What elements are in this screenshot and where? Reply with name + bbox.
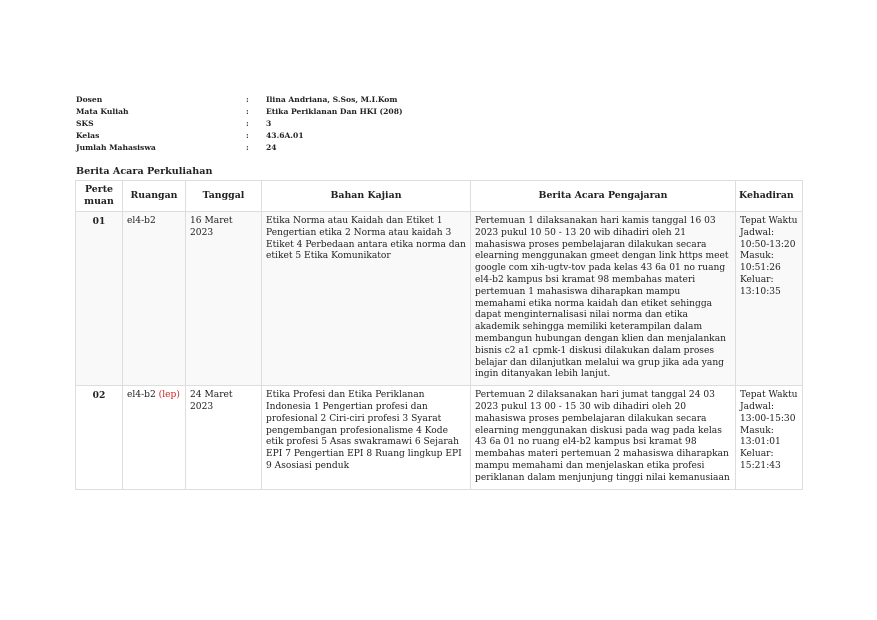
table-row	[76, 386, 803, 489]
section-title: Berita Acara Perkuliahan	[76, 166, 213, 177]
pertemuan-number: 02	[76, 386, 123, 489]
keluar-label: Keluar:	[740, 449, 774, 460]
header-ruangan: Ruangan	[123, 181, 186, 212]
info-row-jumlah-mahasiswa	[76, 142, 403, 154]
berita-acara-cell	[471, 386, 736, 489]
info-label: Kelas	[76, 131, 100, 140]
info-label: Mata Kuliah	[76, 107, 129, 116]
bahan-kajian-cell	[262, 386, 471, 489]
info-value: 43.6A.01	[266, 131, 304, 140]
masuk-label: Masuk:	[740, 425, 774, 436]
kehadiran-status: Tepat Waktu	[740, 390, 798, 401]
pertemuan-number: 01	[76, 212, 123, 386]
kehadiran-cell	[736, 386, 803, 489]
header-pertemuan: Perte muan	[76, 181, 123, 212]
info-label: Dosen	[76, 95, 103, 104]
kehadiran-cell	[736, 212, 803, 386]
table-header-row	[76, 181, 803, 212]
masuk-value: 10:51:26	[740, 263, 781, 274]
keluar-label: Keluar:	[740, 274, 774, 285]
info-separator: :	[246, 131, 249, 140]
jadwal-label: Jadwal:	[740, 227, 775, 238]
jadwal-value: 13:00-15:30	[740, 413, 796, 424]
header-berita-acara: Berita Acara Pengajaran	[471, 181, 736, 212]
keluar-value: 13:10:35	[740, 286, 781, 297]
table-row	[76, 212, 803, 386]
info-row-dosen	[76, 94, 403, 106]
bahan-kajian-cell: Etika Norma atau Kaidah dan Etiket 1 Pengertian etika 2 Norma atau kaidah 3 Etiket 4 Perbedaan antara etika norma dan etiket 5 Etika Komunikator	[262, 212, 471, 386]
lecture-report-table	[75, 180, 803, 490]
info-row-kelas	[76, 130, 403, 142]
info-separator: :	[246, 119, 249, 128]
info-row-mata-kuliah	[76, 106, 403, 118]
tanggal-cell: 24 Maret 2023	[186, 386, 262, 489]
info-value: Etika Periklanan Dan HKI (208)	[266, 107, 403, 116]
info-separator: :	[246, 143, 249, 152]
header-bahan-kajian: Bahan Kajian	[262, 181, 471, 212]
tanggal-cell: 16 Maret 2023	[186, 212, 262, 386]
info-value: Ilina Andriana, S.Sos, M.I.Kom	[266, 95, 398, 104]
jadwal-label: Jadwal:	[740, 401, 775, 412]
ruangan-note: (lep)	[158, 390, 180, 401]
course-info-table	[76, 94, 403, 154]
berita-acara-cell: Pertemuan 1 dilaksanakan hari kamis tanggal 16 03 2023 pukul 10 50 - 13 20 wib dihadiri oleh 21 mahasiswa proses pembelajaran dilakukan secara elearning menggunakan gmeet dengan link https meet google com xih-ugtv-tov pada kelas 43 6a 01 no ruang el4-b2 kampus bsi kramat 98 membahas materi pertemuan 1 mahasiswa diharapkan mampu memahami etika norma kaidah dan etiket sehingga dapat menginternalisasi nilai norma dan etika akademik sehingga memiliki keterampilan dalam membangun hubungan dengan klien dan menjalankan bisnis c2 a1 cpmk-1 diskusi dilakukan dalam proses belajar dan dilanjutkan melalui wa grup jika ada yang ingin ditanyakan lebih lanjut.	[471, 212, 736, 386]
ruangan-code: el4-b2	[127, 216, 156, 226]
info-value: 24	[266, 143, 277, 152]
info-value: 3	[266, 119, 272, 128]
info-separator: :	[246, 95, 249, 104]
info-separator: :	[246, 107, 249, 116]
ruangan-cell	[123, 386, 186, 489]
info-row-sks	[76, 118, 403, 130]
kehadiran-status: Tepat Waktu	[740, 216, 798, 226]
bahan-kajian-text: Etika Profesi dan Etika Periklanan Indonesia 1 Pengertian profesi dan profesional 2 Ciri-ciri profesi 3 Syarat pengembangan profesionalisme 4 Kode etik profesi 5 Asas swakramawi 6 Sejarah EPI 7 Pengertian EPI 8 Ruang lingkup EPI 9 Asosiasi penduk	[266, 390, 462, 471]
info-label: Jumlah Mahasiswa	[76, 143, 156, 152]
ruangan-code: el4-b2	[127, 390, 156, 401]
berita-acara-text: Pertemuan 2 dilaksanakan hari jumat tanggal 24 03 2023 pukul 13 00 - 15 30 wib dihadiri oleh 20 mahasiswa proses pembelajaran dilakukan secara elearning menggunakan diskusi pada wag pada kelas 43 6a 01 no ruang el4-b2 kampus bsi kramat 98 membahas materi pertemuan 2 mahasiswa diharapkan mampu memahami dan menjelaskan etika profesi periklanan dalam menjunjung tinggi nilai kemanusiaan	[475, 390, 730, 483]
jadwal-value: 10:50-13:20	[740, 239, 796, 250]
info-label: SKS	[76, 119, 94, 128]
header-tanggal: Tanggal	[186, 181, 262, 212]
header-kehadiran: Kehadiran	[736, 181, 803, 212]
ruangan-cell	[123, 212, 186, 386]
masuk-value: 13:01:01	[740, 437, 781, 448]
masuk-label: Masuk:	[740, 251, 774, 262]
keluar-value: 15:21:43	[740, 460, 781, 471]
